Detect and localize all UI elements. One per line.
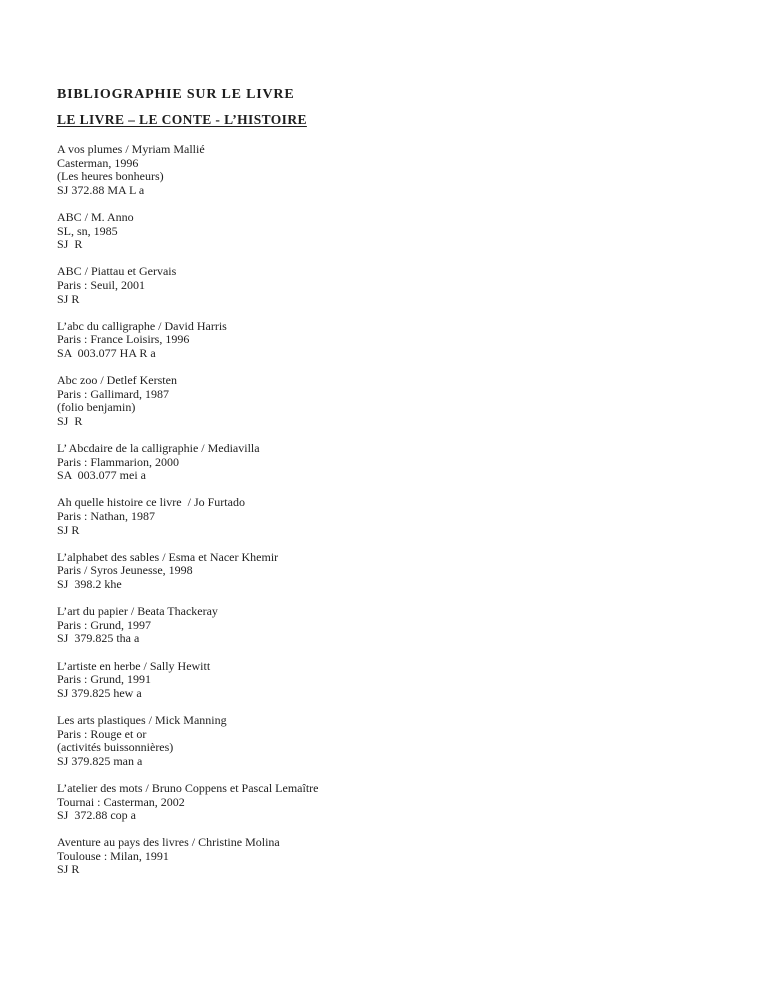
entry-line: SJ 372.88 cop a [57, 808, 136, 823]
entry-line: SJ R [57, 237, 83, 252]
entry-line: SL, sn, 1985 [57, 223, 118, 238]
entry-line: L’abc du calligraphe / David Harris [57, 318, 227, 333]
entry-line: SJ R [57, 522, 80, 537]
entry-line: A vos plumes / Myriam Mallié [57, 142, 205, 156]
bibliography-entry [57, 836, 728, 877]
entry-line: SJ R [57, 862, 80, 877]
entry-line: L’atelier des mots / Bruno Coppens et Pascal Lemaître [57, 780, 319, 795]
entry-line: Tournai : Casterman, 2002 [57, 794, 185, 809]
entry-line: Casterman, 1996 [57, 155, 139, 170]
entry-line: Toulouse : Milan, 1991 [57, 848, 169, 863]
entry-line: (Les heures bonheurs) [57, 169, 164, 184]
entry-line: Paris : Grund, 1997 [57, 617, 151, 632]
entry-line: SA 003.077 mei a [57, 468, 146, 483]
entry-line: SJ 379.825 tha a [57, 631, 140, 646]
entry-line: (folio benjamin) [57, 400, 136, 415]
entry-line: L’artiste en herbe / Sally Hewitt [57, 658, 211, 673]
entry-line: Paris : Flammarion, 2000 [57, 454, 179, 469]
section-heading: LE LIVRE – LE CONTE - L’HISTOIRE [57, 112, 307, 127]
entry-line: SJ 398.2 khe [57, 577, 122, 591]
entry-line: SA 003.077 HA R a [57, 345, 156, 360]
entry-line: ABC / M. Anno [57, 209, 134, 224]
entry-line: Ah quelle histoire ce livre / Jo Furtado [57, 495, 245, 510]
entry-line: Paris : Rouge et or [57, 726, 147, 741]
bibliography-entry [57, 714, 728, 768]
entry-line: ABC / Piattau et Gervais [57, 264, 177, 279]
bibliography-list [57, 143, 728, 877]
entry-line: Paris : Nathan, 1987 [57, 509, 155, 524]
bibliography-entry [57, 320, 728, 361]
entry-line: L’alphabet des sables / Esma et Nacer Khemir [57, 549, 279, 564]
entry-line: SJ R [57, 413, 83, 428]
entry-line: Les arts plastiques / Mick Manning [57, 712, 227, 727]
bibliography-entry [57, 782, 728, 823]
entry-line: L’ Abcdaire de la calligraphie / Mediavilla [57, 441, 260, 456]
entry-line: L’art du papier / Beata Thackeray [57, 604, 218, 619]
entry-line: Paris : Gallimard, 1987 [57, 386, 169, 401]
entry-line: Paris : Grund, 1991 [57, 672, 151, 687]
bibliography-entry [57, 265, 728, 306]
entry-line: SJ R [57, 291, 80, 306]
bibliography-entry [57, 660, 728, 701]
bibliography-entry [57, 143, 728, 197]
entry-line: Aventure au pays des livres / Christine Molina [57, 835, 280, 850]
bibliography-entry [57, 551, 728, 592]
page-title: BIBLIOGRAPHIE SUR LE LIVRE [57, 87, 295, 102]
bibliography-entry [57, 496, 728, 537]
entry-line: SJ 379.825 hew a [57, 685, 142, 700]
entry-line: Paris : France Loisirs, 1996 [57, 332, 190, 347]
entry-line: (activités buissonnières) [57, 740, 174, 755]
entry-line: SJ 372.88 MA L a [57, 182, 145, 197]
bibliography-entry [57, 605, 728, 646]
entry-line: Paris : Seuil, 2001 [57, 277, 146, 292]
bibliography-entry [57, 374, 728, 428]
entry-line: Paris / Syros Jeunesse, 1998 [57, 563, 193, 578]
entry-line: SJ 379.825 man a [57, 753, 143, 768]
entry-line: Abc zoo / Detlef Kersten [57, 373, 177, 388]
bibliography-entry [57, 442, 728, 483]
bibliography-entry [57, 211, 728, 252]
